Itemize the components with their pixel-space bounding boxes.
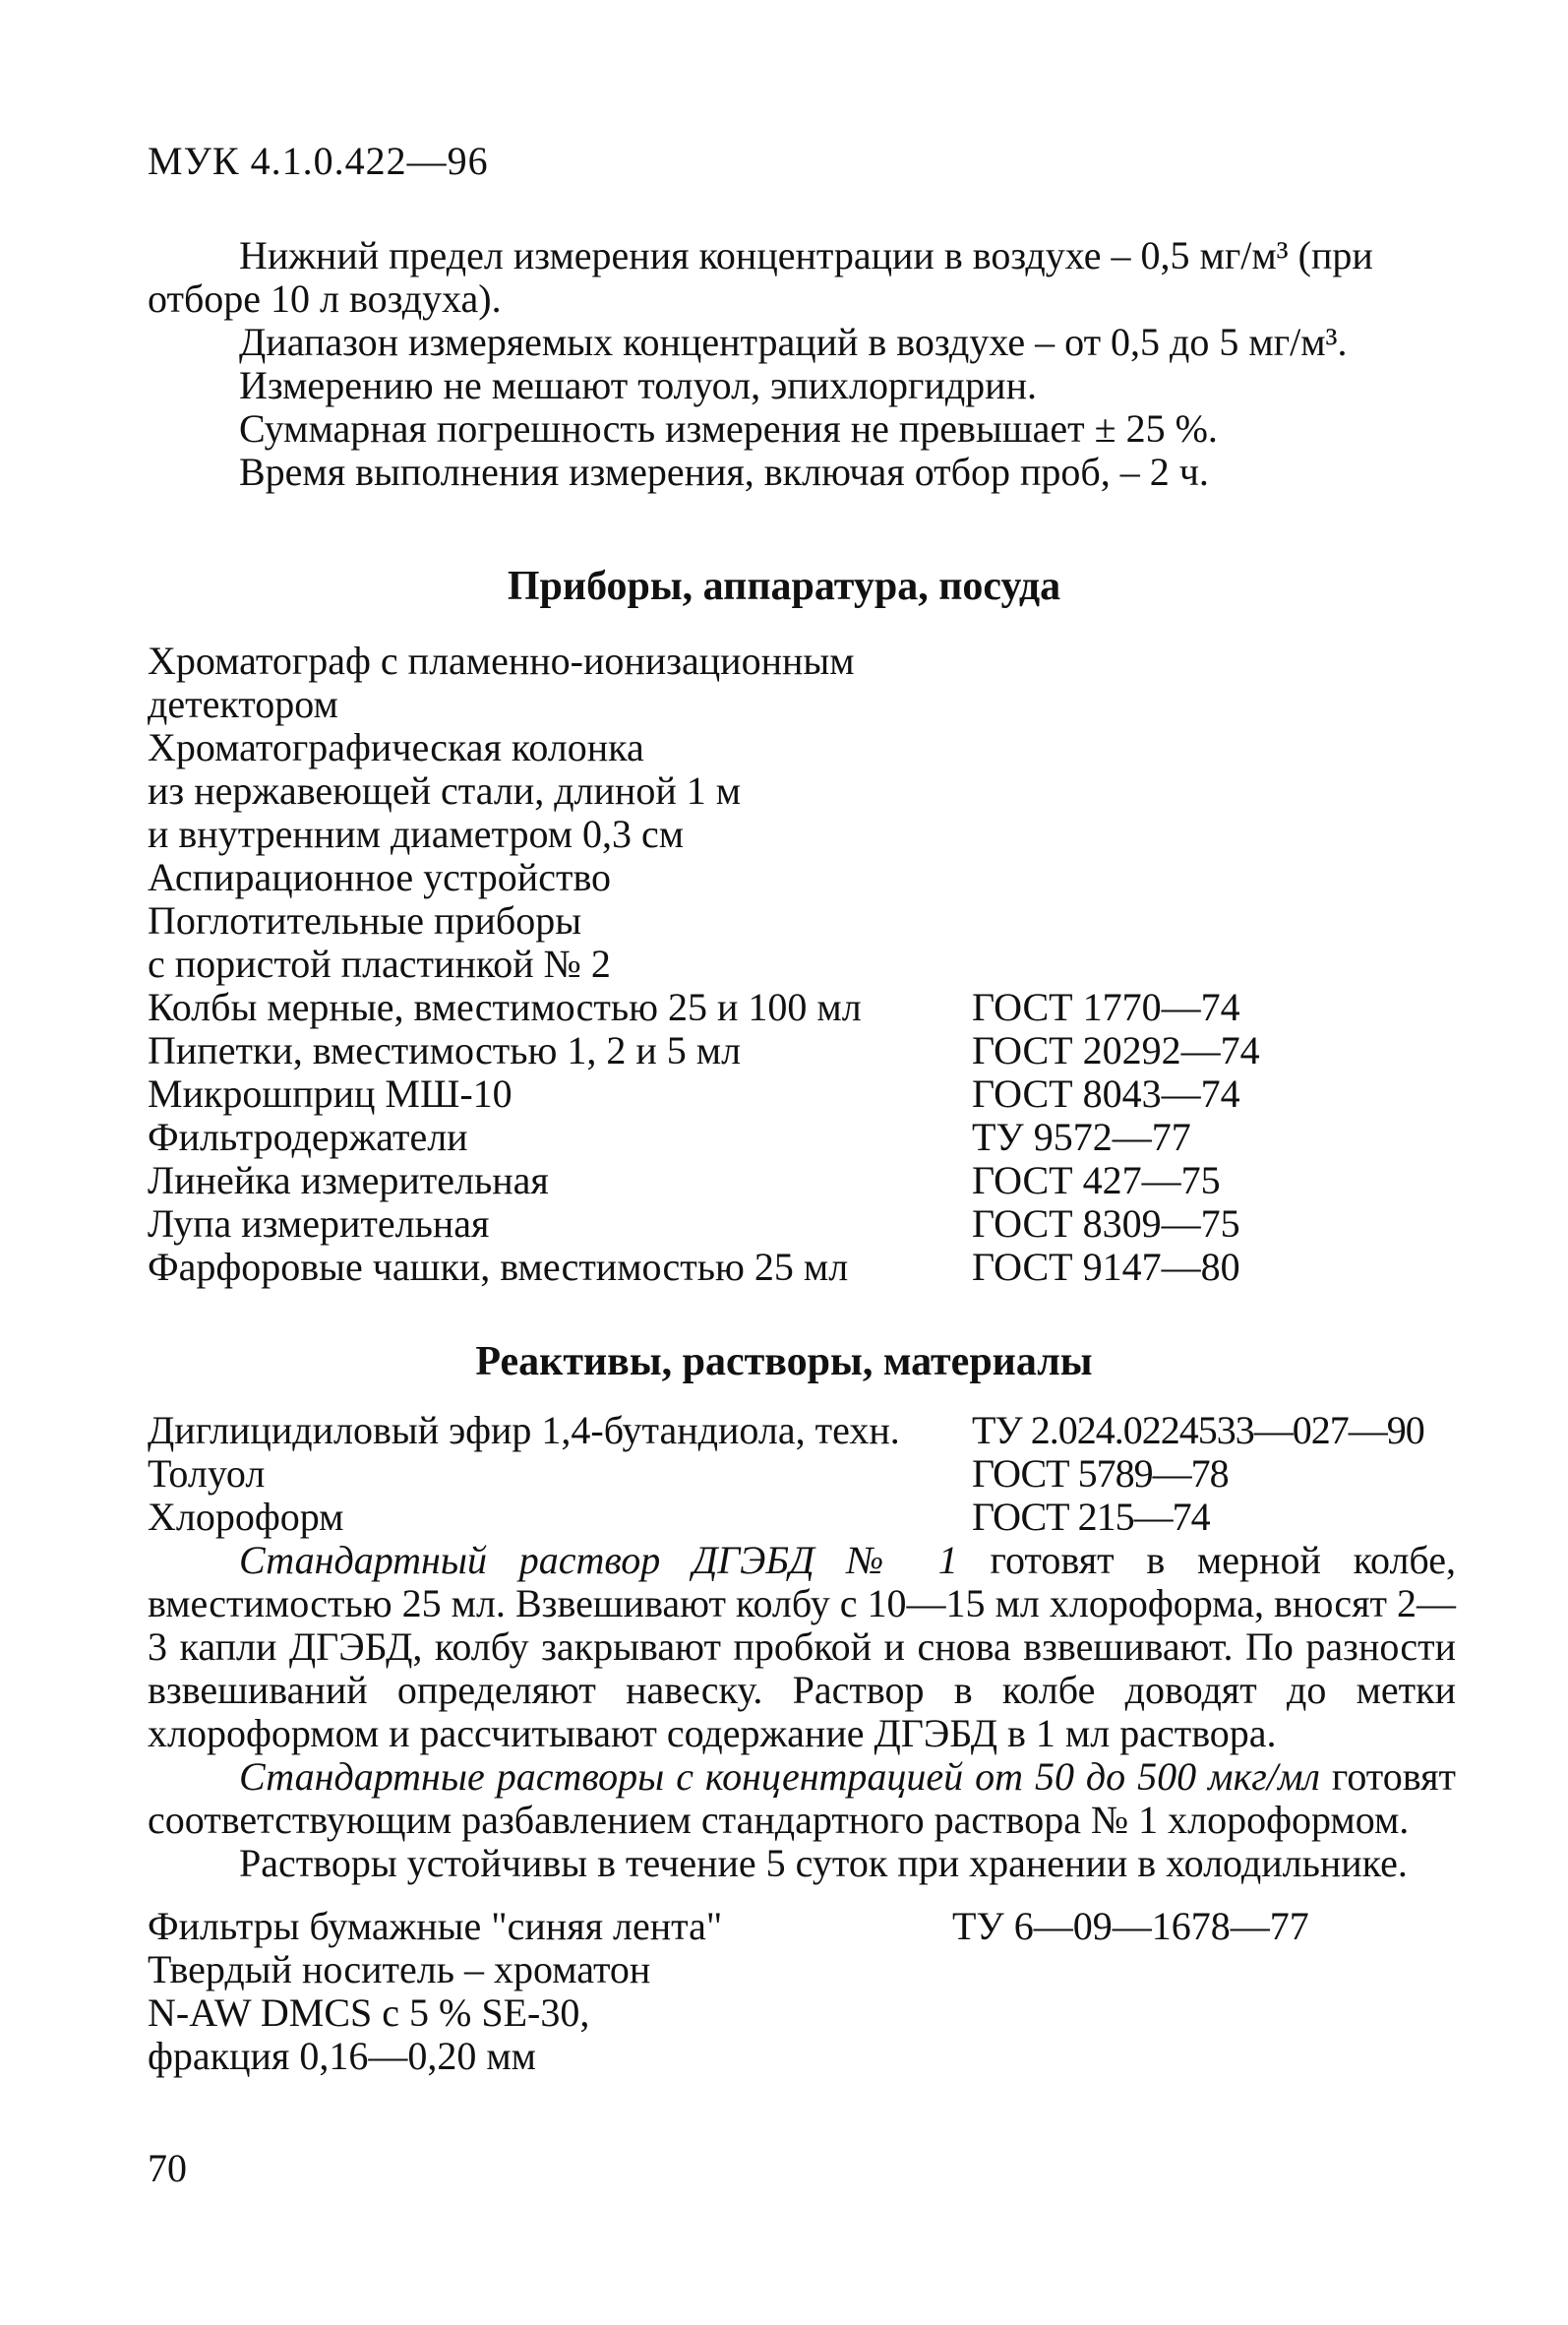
item-standard [972,899,1505,943]
item-standard: ГОСТ 1770—74 [972,985,1240,1029]
reagents-list [148,1409,1505,1539]
list-item [148,813,1505,856]
item-standard: ТУ 6—09—1678—77 [952,1904,1309,1948]
intro-line: Нижний предел измерения концентрации в воздухе – 0,5 мг/м³ (при отборе 10 л воздуха). [148,233,1373,321]
item-standard [972,683,1505,726]
item-name: с пористой пластинкой № 2 [148,942,611,986]
intro-line: Диапазон измеряемых концентраций в воздухе – от 0,5 до 5 мг/м³. [239,320,1348,364]
list-item [148,1452,1505,1496]
list-item [148,1202,1505,1246]
list-item [148,1496,1505,1539]
equipment-list [148,640,1505,1289]
list-item [148,1029,1505,1072]
item-name: Хроматограф с пламенно-ионизационным [148,639,855,683]
item-standard: ГОСТ 8309—75 [972,1201,1240,1246]
item-standard [972,813,1505,856]
item-standard: ГОСТ 8043—74 [972,1071,1240,1116]
item-name: из нержавеющей стали, длиной 1 м [148,768,742,813]
item-name: Пипетки, вместимостью 1, 2 и 5 мл [148,1028,742,1072]
item-name: Аспирационное устройство [148,855,612,899]
list-item [148,1991,1505,2035]
item-standard [972,769,1505,813]
list-item [148,683,1505,726]
list-item [148,1905,1505,1948]
document-header: МУК 4.1.0.422—96 [148,139,489,183]
item-name: Линейка измерительная [148,1158,549,1202]
item-standard: ГОСТ 20292—74 [972,1028,1260,1072]
intro-block [148,234,1456,494]
list-item [148,1072,1505,1116]
list-item [148,640,1505,683]
item-name: Диглицидиловый эфир 1,4-бутандиола, техн. [148,1408,900,1452]
item-standard [972,943,1505,986]
page-number: 70 [148,2146,187,2190]
item-standard [972,640,1505,683]
list-item [148,943,1505,986]
item-name: Лупа измерительная [148,1201,490,1246]
italic-term: Стандартный раствор ДГЭБД № 1 [239,1538,958,1582]
intro-line: Суммарная погрешность измерения не превышает ± 25 %. [239,406,1218,451]
item-name: Колбы мерные, вместимостью 25 и 100 мл [148,985,862,1029]
item-standard [952,1948,1505,1991]
list-item [148,1409,1505,1452]
item-standard: ГОСТ 9147—80 [972,1245,1240,1289]
item-standard [972,726,1505,769]
list-item [148,1159,1505,1202]
item-name: Толуол [148,1451,266,1496]
standard-solution-paragraph [148,1539,1456,1755]
list-item [148,726,1505,769]
item-name: Фильтродержатели [148,1115,468,1159]
item-standard [972,856,1505,899]
materials-list [148,1905,1505,2078]
item-standard: ГОСТ 5789—78 [972,1451,1229,1496]
item-name: детектором [148,682,338,726]
standard-solutions-paragraph [148,1755,1456,1842]
item-standard: ТУ 9572—77 [972,1115,1191,1159]
item-name: Хлороформ [148,1495,344,1539]
intro-line: Измерению не мешают толуол, эпихлоргидрин. [239,363,1037,407]
item-name: Микрошприц МШ-10 [148,1071,513,1116]
stability-paragraph: Растворы устойчивы в течение 5 суток при хранении в холодильнике. [239,1841,1408,1885]
item-name: Поглотительные приборы [148,898,582,943]
list-item [148,1948,1505,1991]
item-name: Фильтры бумажные "синяя лента" [148,1904,723,1948]
intro-line: Время выполнения измерения, включая отбор проб, – 2 ч. [239,450,1209,494]
section-heading-equipment: Приборы, аппаратура, посуда [507,564,1061,609]
item-name: N-AW DMCS с 5 % SE-30, [148,1990,590,2035]
item-standard [952,1991,1505,2035]
item-name: и внутренним диаметром 0,3 см [148,812,685,856]
item-standard: ГОСТ 427—75 [972,1158,1221,1202]
paragraph-text: готовят соответствующим разбавлением стандартного раствора № 1 хлороформом. [148,1754,1456,1842]
item-name: фракция 0,16—0,20 мм [148,2034,536,2078]
italic-term: Стандартные растворы с концентрацией от 50 до 500 мкг/мл [239,1754,1320,1799]
item-standard: ТУ 2.024.0224533—027—90 [972,1408,1424,1452]
list-item [148,899,1505,943]
list-item [148,1246,1505,1289]
list-item [148,1116,1505,1159]
preparation-paragraphs [148,1539,1456,1885]
item-standard [952,2035,1505,2078]
item-standard: ГОСТ 215—74 [972,1495,1210,1539]
paragraph-text: готовят в мерной колбе, вместимостью 25 мл. Взвешивают колбу с 10—15 мл хлороформа, вносят 2—3 капли ДГЭБД, колбу закрывают пробкой и снова взвешивают. По разности взвешиваний определяют навеску. Раствор в колбе доводят до метки хлороформом и рассчитывают содержание ДГЭБД в 1 мл раствора. [148,1538,1456,1755]
list-item [148,2035,1505,2078]
list-item [148,856,1505,899]
item-name: Фарфоровые чашки, вместимостью 25 мл [148,1245,849,1289]
item-name: Хроматографическая колонка [148,725,644,769]
item-name: Твердый носитель – хроматон [148,1947,651,1991]
list-item [148,986,1505,1029]
list-item [148,769,1505,813]
section-heading-reagents: Реактивы, растворы, материалы [475,1339,1093,1384]
